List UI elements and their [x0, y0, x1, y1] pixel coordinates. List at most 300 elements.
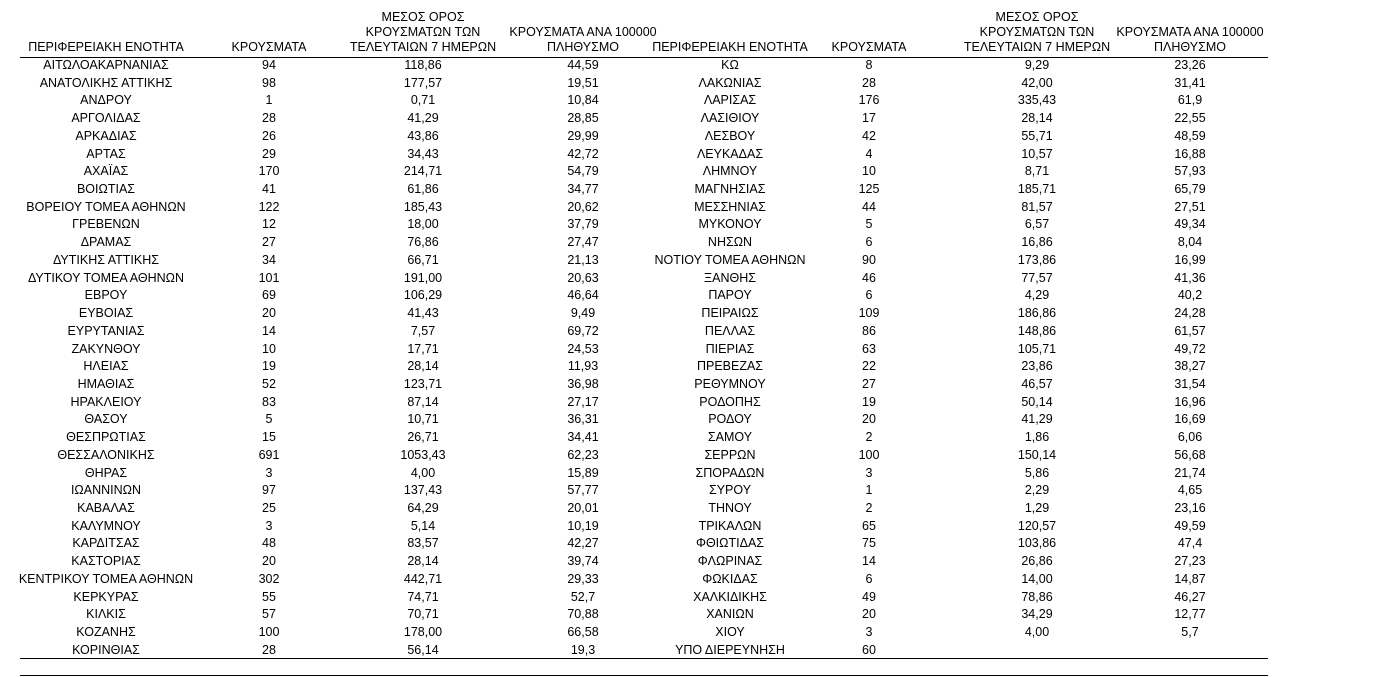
table-row	[660, 589, 1270, 607]
per100k-cell: 27,23	[1174, 554, 1206, 569]
table-row	[0, 75, 660, 93]
region-cell: ΛΑΣΙΘΙΟΥ	[700, 111, 760, 126]
table-row	[0, 394, 660, 412]
table-row	[0, 535, 660, 553]
region-cell: ΕΒΡΟΥ	[84, 288, 128, 303]
avg7-cell: 4,29	[1024, 288, 1050, 303]
per100k-cell: 40,2	[1177, 288, 1203, 303]
region-cell: ΚΑΒΑΛΑΣ	[77, 500, 135, 515]
avg7-cell: 178,00	[403, 625, 443, 639]
table-row	[660, 642, 1270, 660]
table-row	[660, 128, 1270, 146]
avg7-cell: 28,14	[1021, 111, 1053, 126]
cases-cell: 27	[862, 376, 876, 391]
table-row	[660, 199, 1270, 217]
per100k-cell: 14,87	[1174, 571, 1206, 586]
region-cell: ΘΗΡΑΣ	[84, 465, 128, 480]
table-row	[660, 624, 1270, 642]
cases-cell: 52	[262, 376, 276, 391]
avg7-cell: 16,86	[1021, 235, 1053, 250]
region-cell: ΠΕΛΛΑΣ	[704, 323, 756, 338]
column-header-region: ΠΕΡΙΦΕΡΕΙΑΚΗ ΕΝΟΤΗΤΑ	[652, 40, 808, 54]
table-row	[0, 216, 660, 234]
avg7-cell: 77,57	[1021, 270, 1053, 285]
region-cell: ΠΑΡΟΥ	[708, 288, 752, 303]
per100k-cell: 29,33	[567, 571, 599, 586]
cases-cell: 44	[862, 199, 876, 214]
region-cell: ΘΕΣΣΑΛΟΝΙΚΗΣ	[57, 447, 155, 462]
per100k-cell: 61,57	[1174, 323, 1206, 338]
cases-cell: 2	[865, 430, 873, 445]
avg7-cell: 0,71	[410, 93, 436, 108]
table-row	[0, 624, 660, 642]
avg7-cell: 23,86	[1021, 359, 1053, 374]
table-row	[0, 287, 660, 305]
table-row	[660, 163, 1270, 181]
avg7-cell: 34,29	[1021, 607, 1053, 622]
region-cell: ΜΕΣΣΗΝΙΑΣ	[694, 199, 766, 214]
cases-cell: 6	[865, 235, 873, 250]
table-row	[0, 146, 660, 164]
avg7-cell: 28,14	[407, 554, 439, 569]
per100k-cell: 49,59	[1174, 518, 1206, 533]
per100k-cell: 22,55	[1174, 111, 1206, 126]
region-cell: ΘΑΣΟΥ	[84, 412, 128, 427]
avg7-cell: 5,86	[1024, 465, 1050, 480]
page-rule	[20, 675, 1268, 676]
table-row	[660, 146, 1270, 164]
avg7-cell: 7,57	[410, 323, 436, 338]
avg7-cell: 46,57	[1021, 376, 1053, 391]
cases-cell: 94	[262, 58, 276, 72]
avg7-cell: 26,71	[407, 430, 439, 445]
per100k-cell: 29,99	[567, 128, 599, 143]
region-cell: ΛΑΚΩΝΙΑΣ	[698, 75, 762, 90]
cases-cell: 10	[262, 341, 276, 356]
per100k-cell: 23,16	[1174, 500, 1206, 515]
avg7-cell: 43,86	[407, 128, 439, 143]
per100k-cell: 66,58	[567, 625, 599, 639]
per100k-cell: 48,59	[1174, 128, 1206, 143]
cases-cell: 691	[258, 447, 280, 462]
table-row	[660, 482, 1270, 500]
per100k-cell: 24,53	[567, 341, 599, 356]
per100k-cell: 19,51	[567, 75, 599, 90]
region-cell: ΑΙΤΩΛΟΑΚΑΡΝΑΝΙΑΣ	[43, 58, 169, 72]
region-cell: ΕΥΒΟΙΑΣ	[78, 306, 134, 321]
per100k-cell: 20,63	[567, 270, 599, 285]
column-header-avg7: ΜΕΣΟΣ ΟΡΟΣ ΚΡΟΥΣΜΑΤΩΝ ΤΩΝ ΤΕΛΕΥΤΑΙΩΝ 7 ΗΜΕΡΩΝ	[963, 10, 1111, 54]
table-row	[0, 305, 660, 323]
per100k-cell: 21,13	[567, 252, 599, 267]
region-cell: ΕΥΡΥΤΑΝΙΑΣ	[67, 323, 145, 338]
region-cell: ΡΟΔΟΥ	[708, 412, 752, 427]
column-header-per100k: ΚΡΟΥΣΜΑΤΑ ΑΝΑ 100000 ΠΛΗΘΥΣΜΟ	[1116, 25, 1264, 54]
table-row	[0, 128, 660, 146]
region-cell: ΔΥΤΙΚΟΥ ΤΟΜΕΑ ΑΘΗΝΩΝ	[27, 270, 185, 285]
avg7-cell: 10,57	[1021, 146, 1053, 161]
table-row	[0, 341, 660, 359]
per100k-cell: 31,54	[1174, 376, 1206, 391]
cases-cell: 302	[258, 571, 280, 586]
region-cell: ΚΩ	[721, 58, 739, 72]
avg7-cell: 87,14	[407, 394, 439, 409]
cases-cell: 28	[262, 642, 276, 657]
table-row	[0, 518, 660, 536]
region-cell: ΧΑΝΙΩΝ	[706, 607, 754, 622]
region-cell: ΡΕΘΥΜΝΟΥ	[694, 376, 766, 391]
avg7-cell: 74,71	[407, 589, 439, 604]
per100k-cell: 16,99	[1174, 252, 1206, 267]
column-header-cases: ΚΡΟΥΣΜΑΤΑ	[831, 40, 907, 54]
table-row	[0, 429, 660, 447]
region-cell: ΦΛΩΡΙΝΑΣ	[697, 554, 763, 569]
cases-cell: 12	[262, 217, 276, 232]
cases-cell: 60	[862, 642, 876, 657]
region-cell: ΝΟΤΙΟΥ ΤΟΜΕΑ ΑΘΗΝΩΝ	[654, 252, 806, 267]
column-header-region: ΠΕΡΙΦΕΡΕΙΑΚΗ ΕΝΟΤΗΤΑ	[28, 40, 184, 54]
per100k-cell: 34,77	[567, 182, 599, 197]
region-cell: ΚΟΡΙΝΘΙΑΣ	[72, 642, 140, 657]
avg7-cell: 150,14	[1017, 447, 1057, 462]
avg7-cell: 177,57	[403, 75, 443, 90]
per100k-cell: 49,34	[1174, 217, 1206, 232]
avg7-cell: 2,29	[1024, 483, 1050, 498]
left-table	[0, 0, 660, 659]
avg7-cell: 76,86	[407, 235, 439, 250]
table-row	[0, 163, 660, 181]
header-rule	[20, 57, 1268, 58]
region-cell: ΣΠΟΡΑΔΩΝ	[695, 465, 765, 480]
avg7-cell: 1,86	[1024, 430, 1050, 445]
table-row	[660, 553, 1270, 571]
table-row	[0, 92, 660, 110]
avg7-cell: 26,86	[1021, 554, 1053, 569]
region-cell: ΜΑΓΝΗΣΙΑΣ	[694, 182, 766, 197]
table-row	[660, 287, 1270, 305]
table-row	[660, 429, 1270, 447]
avg7-cell: 118,86	[404, 58, 442, 72]
cases-cell: 42	[862, 128, 876, 143]
avg7-cell: 14,00	[1021, 571, 1053, 586]
per100k-cell: 20,62	[567, 199, 599, 214]
table-row	[660, 447, 1270, 465]
per100k-cell: 70,88	[567, 607, 599, 622]
per100k-cell: 42,72	[567, 146, 599, 161]
avg7-cell: 335,43	[1017, 93, 1057, 108]
region-cell: ΤΡΙΚΑΛΩΝ	[698, 518, 762, 533]
table-row	[0, 199, 660, 217]
avg7-cell: 78,86	[1021, 589, 1053, 604]
cases-cell: 83	[262, 394, 276, 409]
cases-cell: 48	[262, 536, 276, 551]
column-header-per100k: ΚΡΟΥΣΜΑΤΑ ΑΝΑ 100000 ΠΛΗΘΥΣΜΟ	[509, 25, 657, 54]
per100k-cell: 56,68	[1174, 447, 1206, 462]
per100k-cell: 16,96	[1174, 394, 1206, 409]
cases-cell: 90	[862, 252, 876, 267]
cases-cell: 19	[862, 394, 876, 409]
region-cell: ΚΙΛΚΙΣ	[86, 607, 126, 622]
avg7-cell: 81,57	[1021, 199, 1053, 214]
table-row	[660, 92, 1270, 110]
per100k-cell: 36,98	[567, 376, 599, 391]
region-cell: ΘΕΣΠΡΩΤΙΑΣ	[66, 430, 146, 445]
table-row	[660, 305, 1270, 323]
bottom-rule	[20, 658, 1268, 659]
cases-cell: 49	[862, 589, 876, 604]
region-cell: ΚΑΡΔΙΤΣΑΣ	[72, 536, 140, 551]
cases-cell: 170	[258, 164, 280, 179]
table-row	[0, 447, 660, 465]
table-row	[660, 518, 1270, 536]
per100k-cell: 57,93	[1174, 164, 1206, 179]
table-row	[660, 571, 1270, 589]
table-row	[660, 394, 1270, 412]
region-cell: ΗΛΕΙΑΣ	[83, 359, 129, 374]
region-cell: ΞΑΝΘΗΣ	[704, 270, 756, 285]
avg7-cell: 42,00	[1021, 75, 1053, 90]
per100k-cell: 10,84	[567, 93, 599, 108]
region-cell: ΦΩΚΙΔΑΣ	[702, 571, 758, 586]
avg7-cell: 442,71	[403, 571, 443, 586]
cases-cell: 101	[258, 270, 280, 285]
cases-cell: 2	[865, 500, 873, 515]
region-cell: ΠΙΕΡΙΑΣ	[705, 341, 755, 356]
table-row	[660, 270, 1270, 288]
cases-cell: 15	[262, 430, 276, 445]
avg7-cell: 123,71	[403, 376, 443, 391]
region-cell: ΡΟΔΟΠΗΣ	[699, 394, 761, 409]
region-cell: ΠΡΕΒΕΖΑΣ	[696, 359, 764, 374]
right-table	[652, 0, 1270, 659]
table-row	[0, 571, 660, 589]
per100k-cell: 27,47	[567, 235, 599, 250]
cases-cell: 41	[262, 182, 276, 197]
region-cell: ΑΧΑΪΑΣ	[83, 164, 129, 179]
table-row	[0, 376, 660, 394]
cases-cell: 20	[262, 554, 276, 569]
region-cell: ΑΡΓΟΛΙΔΑΣ	[71, 111, 141, 126]
per100k-cell: 16,88	[1174, 146, 1206, 161]
avg7-cell: 186,86	[1017, 306, 1057, 321]
avg7-cell: 41,29	[1021, 412, 1053, 427]
per100k-cell: 38,27	[1174, 359, 1206, 374]
table-row	[0, 110, 660, 128]
per100k-cell: 10,19	[567, 518, 599, 533]
table-row	[0, 181, 660, 199]
avg7-cell: 185,71	[1017, 182, 1057, 197]
per100k-cell: 62,23	[567, 447, 599, 462]
cases-cell: 46	[862, 270, 876, 285]
cases-cell: 8	[865, 58, 873, 72]
region-cell: ΜΥΚΟΝΟΥ	[698, 217, 762, 232]
cases-cell: 14	[262, 323, 276, 338]
avg7-cell: 4,00	[1024, 625, 1050, 639]
cases-cell: 65	[862, 518, 876, 533]
per100k-cell: 46,64	[567, 288, 599, 303]
per100k-cell: 16,69	[1174, 412, 1206, 427]
table-row	[660, 535, 1270, 553]
avg7-cell: 41,29	[407, 111, 439, 126]
cases-cell: 20	[262, 306, 276, 321]
region-cell: ΤΗΝΟΥ	[708, 500, 752, 515]
cases-cell: 109	[858, 306, 880, 321]
avg7-cell: 185,43	[403, 199, 443, 214]
region-cell: ΚΕΝΤΡΙΚΟΥ ΤΟΜΕΑ ΑΘΗΝΩΝ	[18, 571, 194, 586]
region-cell: ΚΕΡΚΥΡΑΣ	[73, 589, 139, 604]
header-row	[0, 0, 660, 57]
per100k-cell: 6,06	[1177, 430, 1203, 445]
region-cell: ΑΡΤΑΣ	[86, 146, 126, 161]
avg7-cell: 6,57	[1024, 217, 1050, 232]
per100k-cell: 27,51	[1174, 199, 1206, 214]
per100k-cell: 61,9	[1177, 93, 1203, 108]
table-row	[0, 553, 660, 571]
per100k-cell: 28,85	[567, 111, 599, 126]
per100k-cell: 52,7	[570, 589, 596, 604]
table-row	[0, 411, 660, 429]
table-row	[660, 341, 1270, 359]
region-cell: ΝΗΣΩΝ	[707, 235, 753, 250]
region-cell: ΑΝΔΡΟΥ	[80, 93, 132, 108]
per100k-cell: 65,79	[1174, 182, 1206, 197]
avg7-cell: 34,43	[407, 146, 439, 161]
per100k-cell: 27,17	[567, 394, 599, 409]
per100k-cell: 39,74	[567, 554, 599, 569]
table-row	[0, 252, 660, 270]
avg7-cell: 105,71	[1017, 341, 1057, 356]
table-row	[0, 270, 660, 288]
per100k-cell: 12,77	[1174, 607, 1206, 622]
per100k-cell: 34,41	[567, 430, 599, 445]
avg7-cell: 70,71	[407, 607, 439, 622]
column-header-avg7: ΜΕΣΟΣ ΟΡΟΣ ΚΡΟΥΣΜΑΤΩΝ ΤΩΝ ΤΕΛΕΥΤΑΙΩΝ 7 ΗΜΕΡΩΝ	[349, 10, 497, 54]
region-cell: ΗΜΑΘΙΑΣ	[77, 376, 135, 391]
cases-cell: 28	[862, 75, 876, 90]
avg7-cell: 191,00	[403, 270, 443, 285]
avg7-cell: 64,29	[407, 500, 439, 515]
cases-cell: 6	[865, 288, 873, 303]
table-row	[0, 589, 660, 607]
per100k-cell: 23,26	[1174, 58, 1206, 72]
cases-cell: 75	[862, 536, 876, 551]
cases-cell: 6	[865, 571, 873, 586]
per100k-cell: 20,01	[567, 500, 599, 515]
per100k-cell: 24,28	[1174, 306, 1206, 321]
per100k-cell: 31,41	[1174, 75, 1206, 90]
cases-cell: 125	[858, 182, 880, 197]
table-row	[660, 57, 1270, 75]
table-row	[660, 606, 1270, 624]
avg7-cell: 10,71	[407, 412, 439, 427]
avg7-cell: 55,71	[1021, 128, 1053, 143]
avg7-cell: 50,14	[1021, 394, 1053, 409]
cases-cell: 97	[262, 483, 276, 498]
avg7-cell: 17,71	[407, 341, 439, 356]
avg7-cell: 56,14	[407, 642, 439, 657]
cases-cell: 100	[858, 447, 880, 462]
per100k-cell: 69,72	[567, 323, 599, 338]
table-row	[654, 252, 1270, 270]
region-cell: ΚΑΣΤΟΡΙΑΣ	[71, 554, 141, 569]
cases-cell: 34	[262, 252, 276, 267]
avg7-cell: 1053,43	[400, 447, 446, 462]
avg7-cell: 18,00	[407, 217, 439, 232]
per100k-cell: 49,72	[1174, 341, 1206, 356]
cases-cell: 122	[258, 199, 280, 214]
cases-cell: 14	[862, 554, 876, 569]
table-row	[0, 358, 660, 376]
avg7-cell: 61,86	[407, 182, 439, 197]
column-header-cases: ΚΡΟΥΣΜΑΤΑ	[231, 40, 307, 54]
per100k-cell: 11,93	[567, 359, 599, 374]
per100k-cell: 42,27	[567, 536, 599, 551]
region-cell: ΒΟΡΕΙΟΥ ΤΟΜΕΑ ΑΘΗΝΩΝ	[26, 199, 186, 214]
per100k-cell: 44,59	[567, 58, 599, 72]
avg7-cell: 28,14	[407, 359, 439, 374]
avg7-cell: 9,29	[1024, 58, 1050, 72]
table-row	[660, 500, 1270, 518]
cases-cell: 26	[262, 128, 276, 143]
cases-cell: 3	[865, 625, 873, 639]
avg7-cell: 8,71	[1024, 164, 1050, 179]
cases-cell: 27	[262, 235, 276, 250]
table-row	[660, 411, 1270, 429]
avg7-cell: 66,71	[407, 252, 439, 267]
region-cell: ΦΘΙΩΤΙΔΑΣ	[695, 536, 765, 551]
per100k-cell: 46,27	[1174, 589, 1206, 604]
cases-cell: 4	[865, 146, 873, 161]
table-row	[660, 234, 1270, 252]
per100k-cell: 41,36	[1174, 270, 1206, 285]
cases-cell: 86	[862, 323, 876, 338]
per100k-cell: 5,7	[1181, 625, 1199, 639]
region-cell: ΖΑΚΥΝΘΟΥ	[71, 341, 141, 356]
table-row	[660, 376, 1270, 394]
avg7-cell: 1,29	[1024, 500, 1050, 515]
table-row	[0, 606, 660, 624]
per100k-cell: 54,79	[567, 164, 599, 179]
table-row	[0, 234, 660, 252]
table-row	[0, 57, 660, 75]
region-cell: ΙΩΑΝΝΙΝΩΝ	[70, 483, 142, 498]
header-row	[652, 0, 1270, 57]
avg7-cell: 214,71	[403, 164, 443, 179]
region-cell: ΥΠΟ ΔΙΕΡΕΥΝΗΣΗ	[675, 642, 785, 657]
region-cell: ΧΑΛΚΙΔΙΚΗΣ	[693, 589, 767, 604]
cases-cell: 25	[262, 500, 276, 515]
per100k-cell: 19,3	[570, 642, 596, 657]
avg7-cell: 5,14	[410, 518, 436, 533]
per100k-cell: 21,74	[1174, 465, 1206, 480]
avg7-cell: 120,57	[1017, 518, 1057, 533]
table-row	[660, 181, 1270, 199]
region-cell: ΣΥΡΟΥ	[708, 483, 752, 498]
cases-cell: 63	[862, 341, 876, 356]
per100k-cell: 8,04	[1177, 235, 1203, 250]
region-cell: ΣΕΡΡΩΝ	[704, 447, 756, 462]
table-row	[660, 110, 1270, 128]
cases-cell: 1	[265, 93, 273, 108]
per100k-cell: 57,77	[567, 483, 599, 498]
per100k-cell: 36,31	[567, 412, 599, 427]
region-cell: ΧΙΟΥ	[715, 625, 745, 639]
avg7-cell: 173,86	[1017, 252, 1057, 267]
table-row	[0, 482, 660, 500]
cases-cell: 20	[862, 607, 876, 622]
table-row	[0, 323, 660, 341]
cases-cell: 10	[862, 164, 876, 179]
